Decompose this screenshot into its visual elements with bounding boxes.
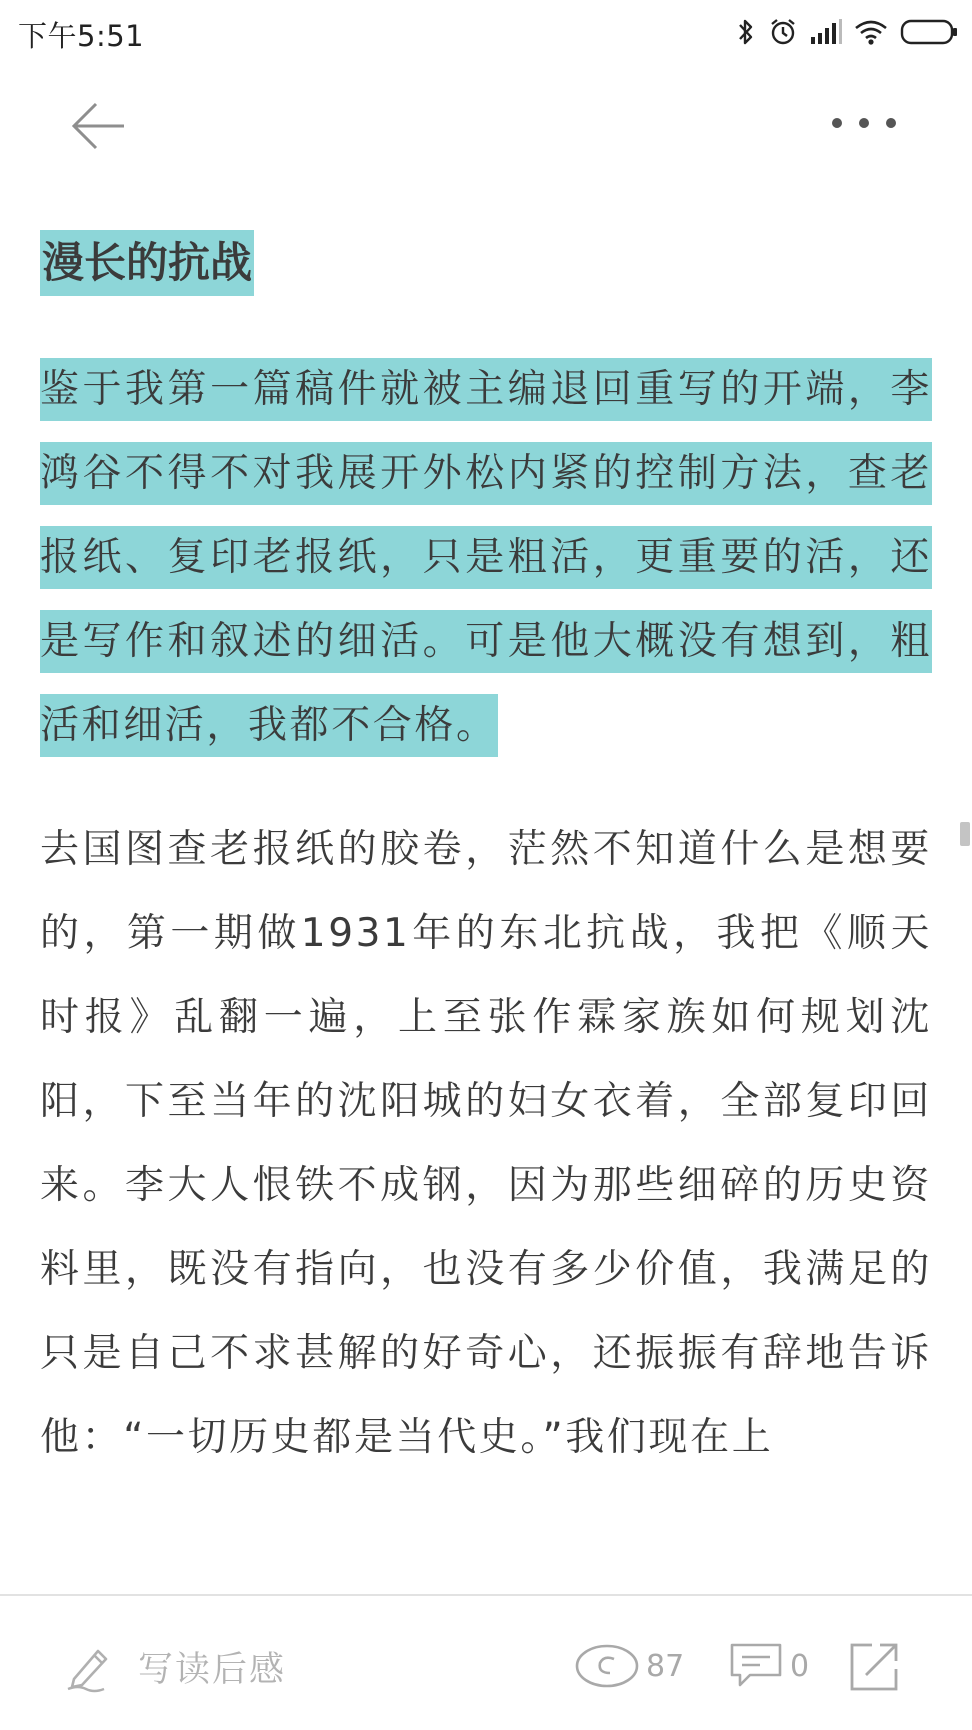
write-review-label: 写读后感 <box>138 1650 287 1690</box>
views-count: 87 <box>646 1648 685 1684</box>
comment-icon <box>728 1641 784 1691</box>
bluetooth-icon <box>736 17 756 47</box>
bottom-bar <box>0 1594 972 1730</box>
status-bar <box>0 0 972 66</box>
battery-icon <box>900 18 958 46</box>
write-review-button[interactable] <box>64 1632 286 1702</box>
scrollbar-thumb[interactable] <box>960 822 970 846</box>
highlighted-text[interactable]: 鉴于我第一篇稿件就被主编退回重写的开端，李鸿谷不得不对我展开外松内紧的控制方法，查老报纸、复印老报纸，只是粗活，更重要的活，还是写作和叙述的细活。可是他大概没有想到，粗活和细活，我都不合格。 <box>40 358 932 757</box>
share-button[interactable] <box>848 1636 902 1696</box>
back-button[interactable] <box>60 90 140 160</box>
comments-count: 0 <box>790 1648 810 1684</box>
status-icons <box>736 14 958 50</box>
article-title: 漫长的抗战 <box>40 230 254 296</box>
share-icon <box>848 1639 902 1693</box>
views-button[interactable] <box>574 1636 684 1696</box>
article <box>40 230 932 1480</box>
arrow-left-icon <box>68 96 128 156</box>
comments-button[interactable] <box>728 1636 809 1696</box>
wifi-icon <box>854 18 888 46</box>
signal-icon <box>810 19 842 45</box>
more-dots-icon <box>824 108 904 138</box>
pen-icon <box>64 1641 116 1693</box>
more-options-button[interactable] <box>820 98 910 148</box>
alarm-icon <box>768 17 798 47</box>
eye-icon <box>574 1641 640 1691</box>
highlighted-paragraph[interactable] <box>40 348 932 768</box>
status-time: 下午5:51 <box>18 19 145 53</box>
body-paragraph: 去国图查老报纸的胶卷，茫然不知道什么是想要的，第一期做1931年的东北抗战，我把《顺天时报》乱翻一遍，上至张作霖家族如何规划沈阳，下至当年的沈阳城的妇女衣着，全部复印回来。李大人恨铁不成钢，因为那些细碎的历史资料里，既没有指向，也没有多少价值，我满足的只是自己不求甚解的好奇心，还振振有辞地告诉他：“一切历史都是当代史。”我们现在上 <box>40 827 932 1460</box>
